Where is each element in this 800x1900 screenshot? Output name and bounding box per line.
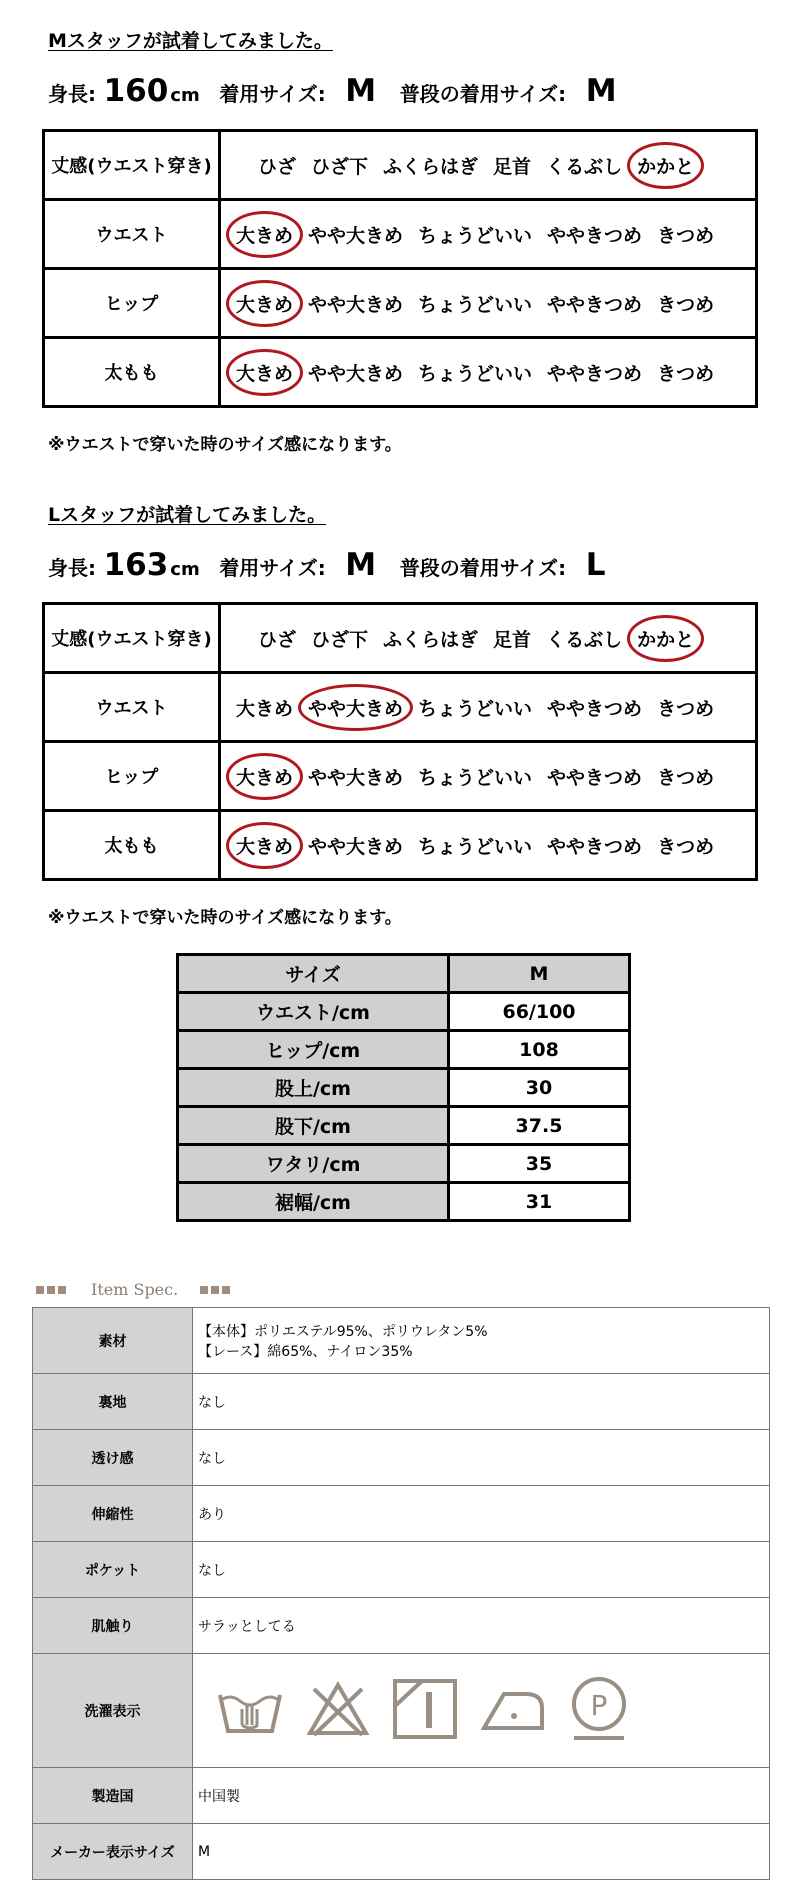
fit-option: ややきつめ: [547, 835, 643, 858]
size-row-value: 35: [449, 1145, 630, 1183]
spec-row: [33, 1374, 770, 1430]
fit-option: 大きめ: [236, 697, 294, 720]
fit-row: [44, 338, 757, 407]
fit-option: ややきつめ: [547, 697, 643, 720]
spec-key: 素材: [33, 1308, 193, 1374]
size-header-label: サイズ: [178, 955, 449, 993]
fit-option: ひざ: [258, 628, 297, 651]
spec-value: [193, 1486, 770, 1542]
spec-value-line: サラッとしてる: [198, 1618, 296, 1635]
spec-key: 肌触り: [33, 1598, 193, 1654]
selected-option: 大きめ: [235, 763, 294, 790]
spec-row: [33, 1430, 770, 1486]
size-row: [178, 993, 630, 1031]
fit-options: [220, 269, 757, 338]
size-row-value: 37.5: [449, 1107, 630, 1145]
hand-wash-icon: [216, 1681, 284, 1741]
size-row: [178, 1145, 630, 1183]
size-header-value: M: [449, 955, 630, 993]
fit-note: ※ウエストで穿いた時のサイズ感になります。: [48, 908, 402, 928]
fit-option: やや大きめ: [308, 835, 404, 858]
care-icons: [198, 1676, 769, 1746]
spec-value: [193, 1308, 770, 1374]
dry-clean-p-icon: [568, 1676, 630, 1746]
fit-option: くるぶし: [546, 155, 623, 178]
fit-row-label: 丈感(ウエスト穿き): [44, 131, 220, 200]
size-row-label: 股下/cm: [178, 1107, 449, 1145]
fit-row-label: ヒップ: [44, 742, 220, 811]
fit-options: [220, 131, 757, 200]
fit-row-label: ウエスト: [44, 200, 220, 269]
spec-row: [33, 1824, 770, 1880]
fit-option: きつめ: [657, 835, 715, 858]
selected-option: 大きめ: [235, 221, 294, 248]
spec-value: [193, 1430, 770, 1486]
spec-value: [193, 1598, 770, 1654]
selected-option: 大きめ: [235, 359, 294, 386]
fit-option: やや大きめ: [308, 766, 404, 789]
size-row: [178, 1183, 630, 1221]
spec-key: メーカー表示サイズ: [33, 1824, 193, 1880]
fit-row-label: 太もも: [44, 338, 220, 407]
spec-value: [193, 1542, 770, 1598]
fit-options: [220, 673, 757, 742]
fit-row-length: [44, 131, 757, 200]
spec-key: ポケット: [33, 1542, 193, 1598]
fit-row: [44, 269, 757, 338]
spec-table: [32, 1307, 770, 1880]
fit-table: [42, 129, 758, 408]
fit-row: [44, 811, 757, 880]
spec-value: [193, 1824, 770, 1880]
fit-row-length: [44, 604, 757, 673]
spec-value-line: なし: [198, 1394, 226, 1411]
size-row-value: 31: [449, 1183, 630, 1221]
staff-profile: 身長: 160 cm 着用サイズ: M 普段の着用サイズ: M: [48, 73, 617, 109]
fit-option: きつめ: [657, 224, 715, 247]
size-row: [178, 1107, 630, 1145]
selected-option: かかと: [636, 152, 695, 179]
spec-value-line: あり: [198, 1506, 226, 1523]
spec-key: 透け感: [33, 1430, 193, 1486]
size-row-value: 30: [449, 1069, 630, 1107]
spec-row: [33, 1768, 770, 1824]
spec-value: [193, 1374, 770, 1430]
no-bleach-icon: [306, 1681, 370, 1741]
fit-option: ひざ下: [311, 155, 369, 178]
size-table-header: [178, 955, 630, 993]
fit-option: ややきつめ: [547, 766, 643, 789]
spec-row: [33, 1598, 770, 1654]
spec-key: 裏地: [33, 1374, 193, 1430]
spec-key: 製造国: [33, 1768, 193, 1824]
spec-value-line: 【本体】ポリエステル95%、ポリウレタン5%: [198, 1323, 488, 1340]
size-row: [178, 1069, 630, 1107]
fit-option: ちょうどいい: [418, 362, 533, 385]
spec-row: [33, 1542, 770, 1598]
fit-option: くるぶし: [546, 628, 623, 651]
fit-row: [44, 200, 757, 269]
fit-options: [220, 200, 757, 269]
fit-option: ややきつめ: [547, 293, 643, 316]
spec-row: [33, 1308, 770, 1374]
fit-row-label: ウエスト: [44, 673, 220, 742]
spec-value-line: 中国製: [198, 1788, 240, 1805]
spec-value-line: M: [198, 1843, 211, 1860]
fit-option: ややきつめ: [547, 362, 643, 385]
size-table: [176, 953, 631, 1222]
fit-option: ちょうどいい: [418, 697, 533, 720]
size-row-label: ヒップ/cm: [178, 1031, 449, 1069]
fit-option: ちょうどいい: [418, 293, 533, 316]
size-row-label: ウエスト/cm: [178, 993, 449, 1031]
fit-option: ひざ: [258, 155, 297, 178]
fit-table: [42, 602, 758, 881]
spec-row: [33, 1654, 770, 1768]
staff-profile: 身長: 163 cm 着用サイズ: M 普段の着用サイズ: L: [48, 547, 606, 583]
fit-option: ちょうどいい: [418, 766, 533, 789]
selected-option: 大きめ: [235, 290, 294, 317]
fit-option: ふくらはぎ: [383, 155, 479, 178]
fit-row-label: 太もも: [44, 811, 220, 880]
fit-row-label: 丈感(ウエスト穿き): [44, 604, 220, 673]
spec-value-line: 【レース】綿65%、ナイロン35%: [198, 1343, 413, 1360]
fit-row: [44, 673, 757, 742]
fit-option: やや大きめ: [308, 293, 404, 316]
size-row-value: 108: [449, 1031, 630, 1069]
spec-title: Item Spec.: [36, 1279, 233, 1299]
fit-option: きつめ: [657, 362, 715, 385]
spec-value: [193, 1654, 770, 1768]
spec-row: [33, 1486, 770, 1542]
selected-option: やや大きめ: [307, 694, 404, 721]
fit-options: [220, 338, 757, 407]
fit-option: 足首: [493, 155, 532, 178]
spec-value-line: なし: [198, 1450, 226, 1467]
size-row-label: 裾幅/cm: [178, 1183, 449, 1221]
fit-options: [220, 742, 757, 811]
line-dry-shade-icon: [392, 1678, 458, 1744]
spec-value: [193, 1768, 770, 1824]
fit-option: ちょうどいい: [418, 835, 533, 858]
size-row-value: 66/100: [449, 993, 630, 1031]
selected-option: 大きめ: [235, 832, 294, 859]
fit-option: ややきつめ: [547, 224, 643, 247]
svg-text:P: P: [590, 1688, 608, 1722]
fit-option: やや大きめ: [308, 362, 404, 385]
fit-option: ちょうどいい: [418, 224, 533, 247]
fit-option: きつめ: [657, 697, 715, 720]
iron-low-icon: [480, 1684, 546, 1738]
size-row: [178, 1031, 630, 1069]
fit-option: ひざ下: [311, 628, 369, 651]
fit-option: きつめ: [657, 766, 715, 789]
selected-option: かかと: [636, 625, 695, 652]
fit-option: 足首: [493, 628, 532, 651]
fit-option: やや大きめ: [308, 224, 404, 247]
fit-option: ふくらはぎ: [383, 628, 479, 651]
fit-options: [220, 604, 757, 673]
size-row-label: 股上/cm: [178, 1069, 449, 1107]
spec-key: 洗濯表示: [33, 1654, 193, 1768]
fit-options: [220, 811, 757, 880]
staff-heading: Lスタッフが試着してみました。: [48, 504, 327, 526]
size-row-label: ワタリ/cm: [178, 1145, 449, 1183]
fit-row: [44, 742, 757, 811]
staff-heading: Mスタッフが試着してみました。: [48, 30, 333, 52]
spec-value-line: なし: [198, 1562, 226, 1579]
fit-row-label: ヒップ: [44, 269, 220, 338]
fit-option: きつめ: [657, 293, 715, 316]
spec-key: 伸縮性: [33, 1486, 193, 1542]
fit-note: ※ウエストで穿いた時のサイズ感になります。: [48, 435, 402, 455]
